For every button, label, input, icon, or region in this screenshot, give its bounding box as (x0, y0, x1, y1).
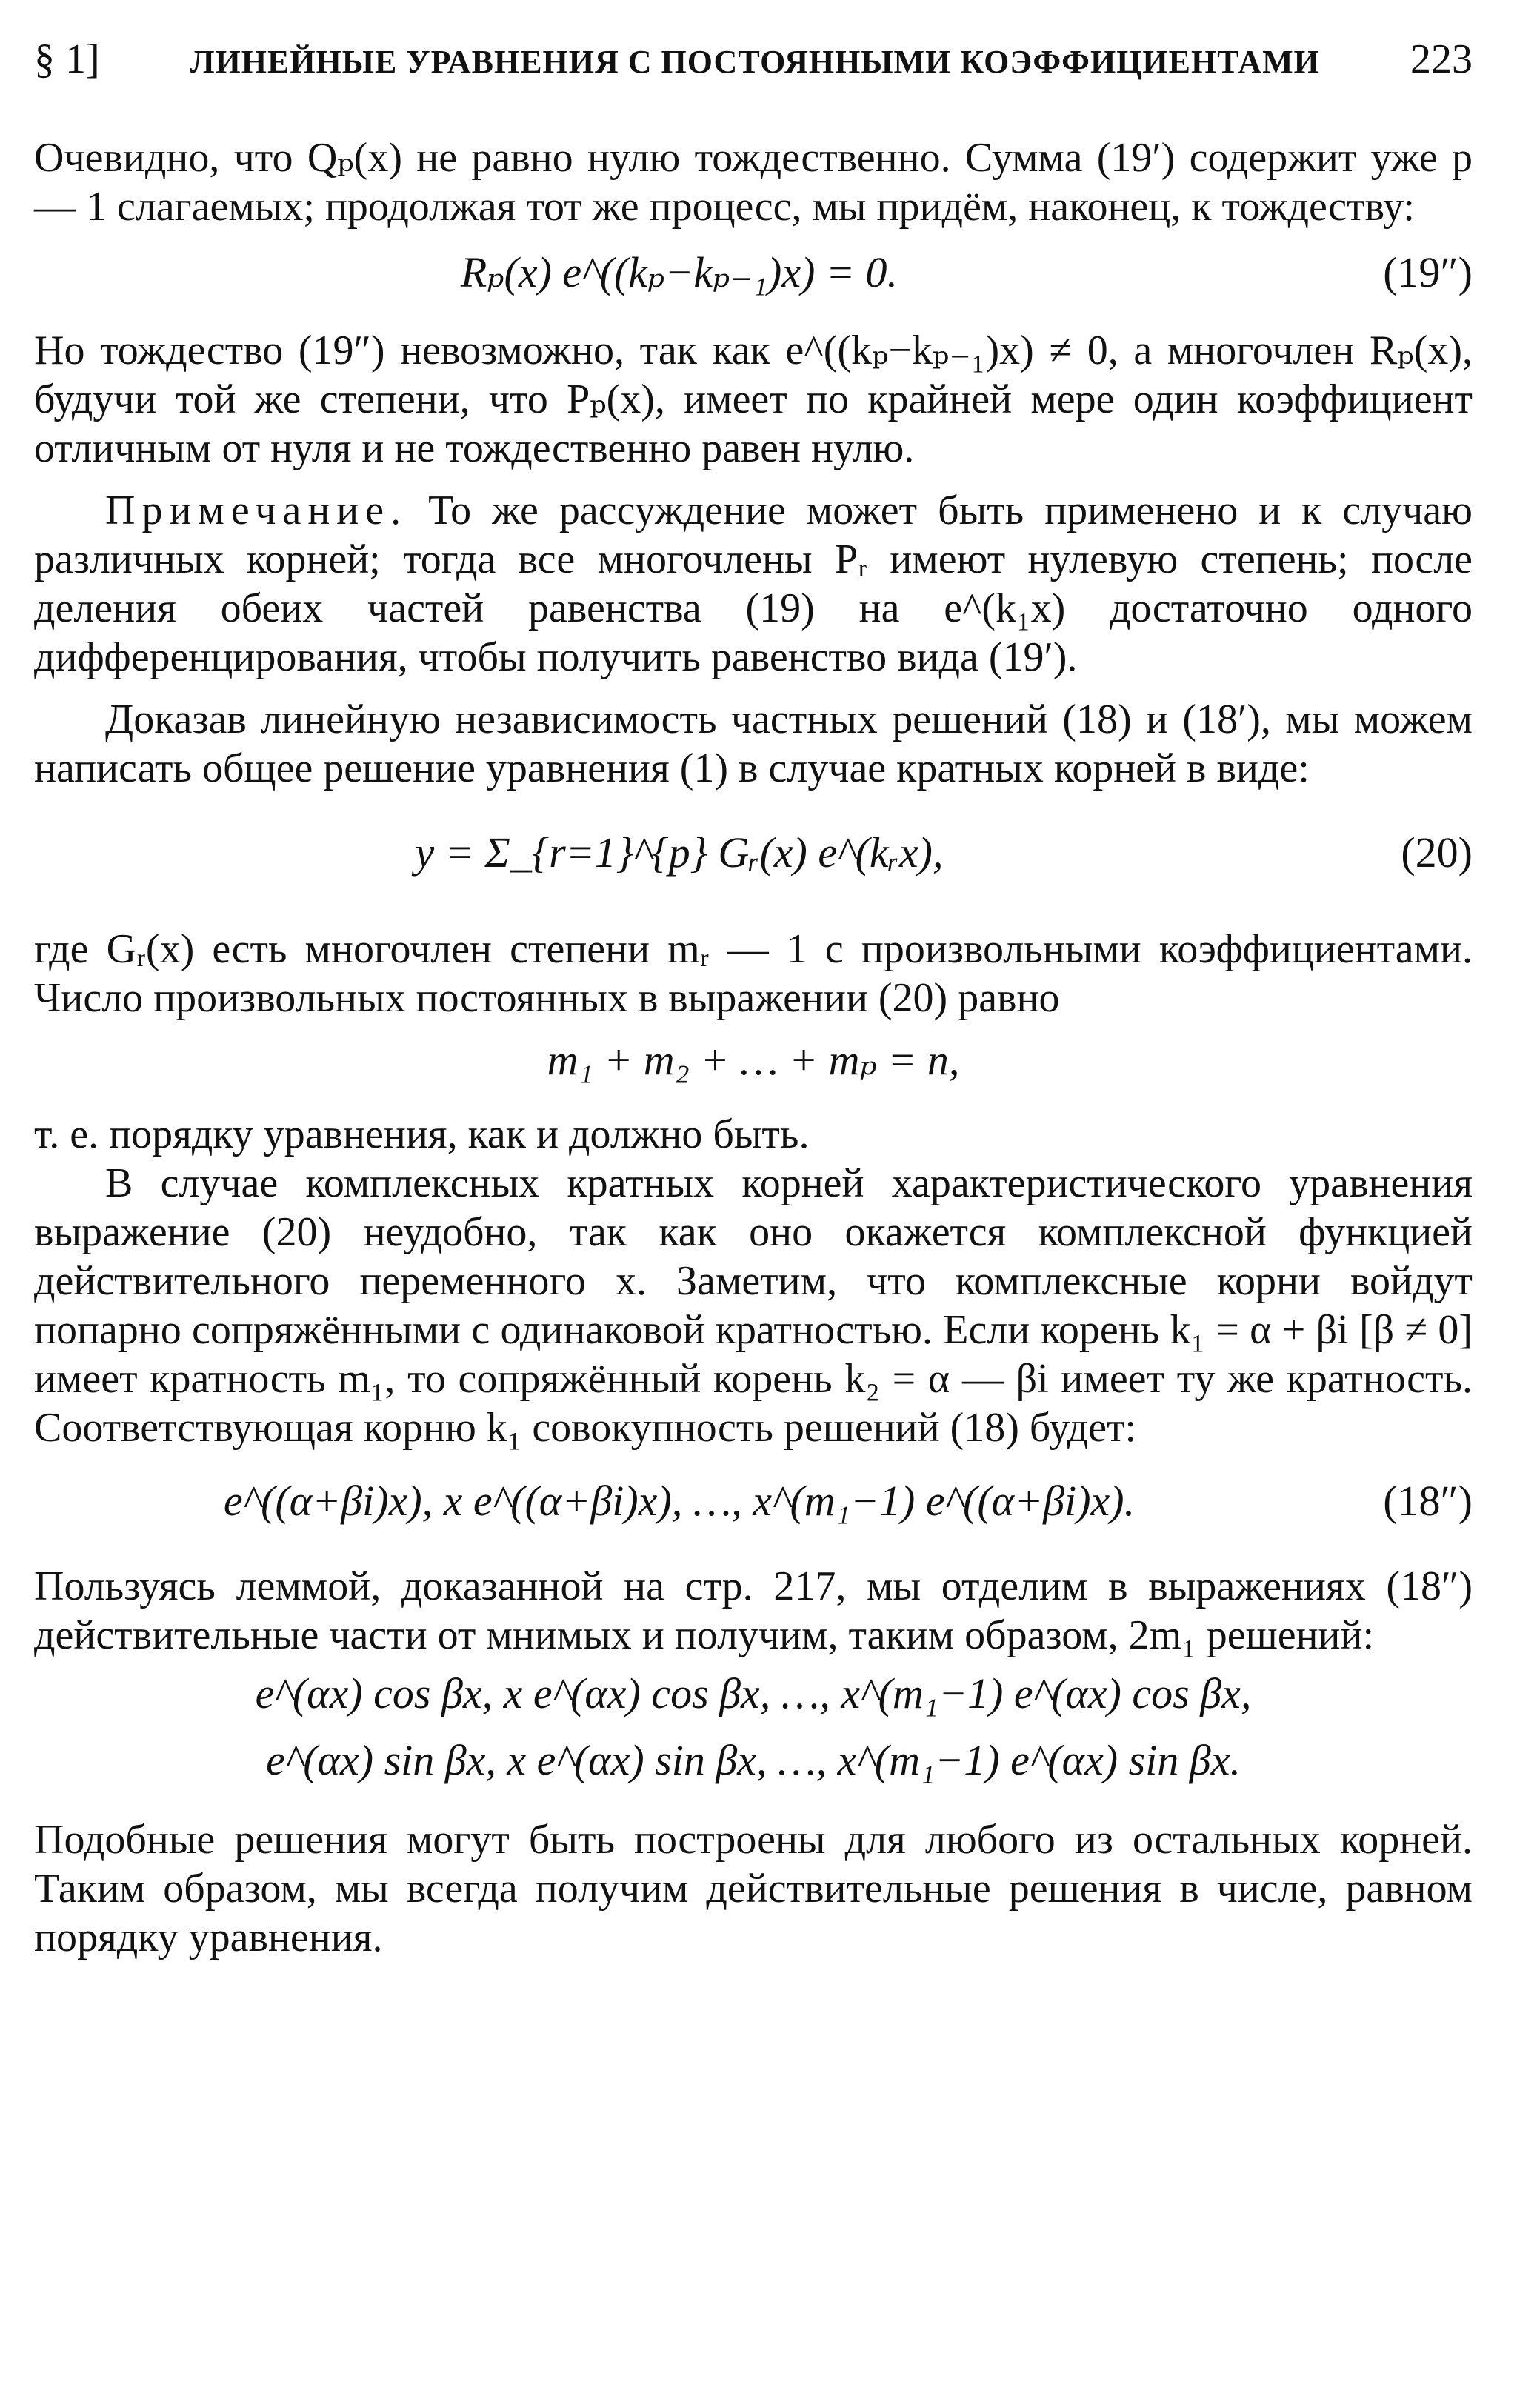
equation-sum (34, 1022, 1473, 1097)
paragraph-9: Подобные решения могут быть построены для любого из остальных корней. Таким образом, мы всегда получим действительные решения в числе, равном порядку уравнения. (34, 1817, 1473, 1960)
page-header (34, 30, 1473, 92)
equation-sin (34, 1726, 1473, 1793)
equation-cos (34, 1660, 1473, 1726)
equation-18pp-math: e^((α+βi)x), x e^((α+βi)x), …, x^(m₁−1) e^((α+βi)x). (223, 1476, 1136, 1525)
paragraph-2: Но тождество (19″) невозможно, так как e^((kₚ−kₚ₋₁)x) ≠ 0, а многочлен Rₚ(x), будучи той же степени, что Pₚ(x), имеет по крайней мере один коэффициент отличным от нуля и не тождественно равен нулю. (34, 327, 1473, 471)
note-label: Примечание. (105, 488, 408, 533)
equation-18pp-number: (18″) (1383, 1476, 1473, 1525)
equation-19pp-number: (19″) (1383, 247, 1473, 296)
equation-sum-math: m₁ + m₂ + … + mₚ = n, (547, 1036, 960, 1084)
paragraph-4: Доказав линейную независимость частных решений (18) и (18′), мы можем написать общее решение уравнения (1) в случае кратных корней в виде: (34, 696, 1473, 791)
equation-20-number: (20) (1401, 828, 1473, 877)
equation-20-math: y = Σ_{r=1}^{p} Gᵣ(x) e^(kᵣx), (415, 828, 944, 877)
running-title: ЛИНЕЙНЫЕ УРАВНЕНИЯ С ПОСТОЯННЫМИ КОЭФФИЦИЕНТАМИ (190, 44, 1320, 80)
section-mark: § 1] (34, 36, 100, 82)
paragraph-3 (34, 486, 1473, 682)
equation-cos-math: e^(αx) cos βx, x e^(αx) cos βx, …, x^(m₁−1) e^(αx) cos βx, (255, 1669, 1252, 1717)
paragraph-6: т. е. порядку уравнения, как и должно быть. (34, 1111, 810, 1157)
note-text: То же рассуждение может быть применено и к случаю различных корней; тогда все многочлены Pᵣ имеют нулевую степень; после деления обеих частей равенства (19) на e^(k₁x) достаточно одного дифференцирования, чтобы получить равенство вида (19′). (34, 488, 1473, 680)
equation-19pp-math: Rₚ(x) e^((kₚ−kₚ₋₁)x) = 0. (460, 248, 898, 296)
equation-19pp (34, 231, 1473, 313)
paragraph-5: где Gᵣ(x) есть многочлен степени mᵣ — 1 с произвольными коэффициентами. Число произвольных постоянных в выражении (20) равно (34, 926, 1473, 1021)
page-number: 223 (1410, 36, 1473, 82)
paragraph-8: Пользуясь леммой, доказанной на стр. 217, мы отделим в выражениях (18″) действительные части от мнимых и получим, таким образом, 2m₁ решений: (34, 1563, 1473, 1658)
equation-sin-math: e^(αx) sin βx, x e^(αx) sin βx, …, x^(m₁−1) e^(αx) sin βx. (266, 1735, 1241, 1784)
equation-20 (34, 793, 1473, 911)
equation-18pp (34, 1452, 1473, 1549)
paragraph-1: Очевидно, что Qₚ(x) не равно нулю тождественно. Сумма (19′) содержит уже p — 1 слагаемых; продолжая тот же процесс, мы придём, наконец, к тождеству: (34, 135, 1473, 230)
paragraph-7: В случае комплексных кратных корней характеристического уравнения выражение (20) неудобно, так как оно окажется комплексной функцией действительного переменного x. Заметим, что комплексные корни войдут попарно сопряжёнными с одинаковой кратностью. Если корень k₁ = α + βi [β ≠ 0] имеет кратность m₁, то сопряжённый корень k₂ = α — βi имеет ту же кратность. Соответствующая корню k₁ совокупность решений (18) будет: (34, 1160, 1473, 1451)
